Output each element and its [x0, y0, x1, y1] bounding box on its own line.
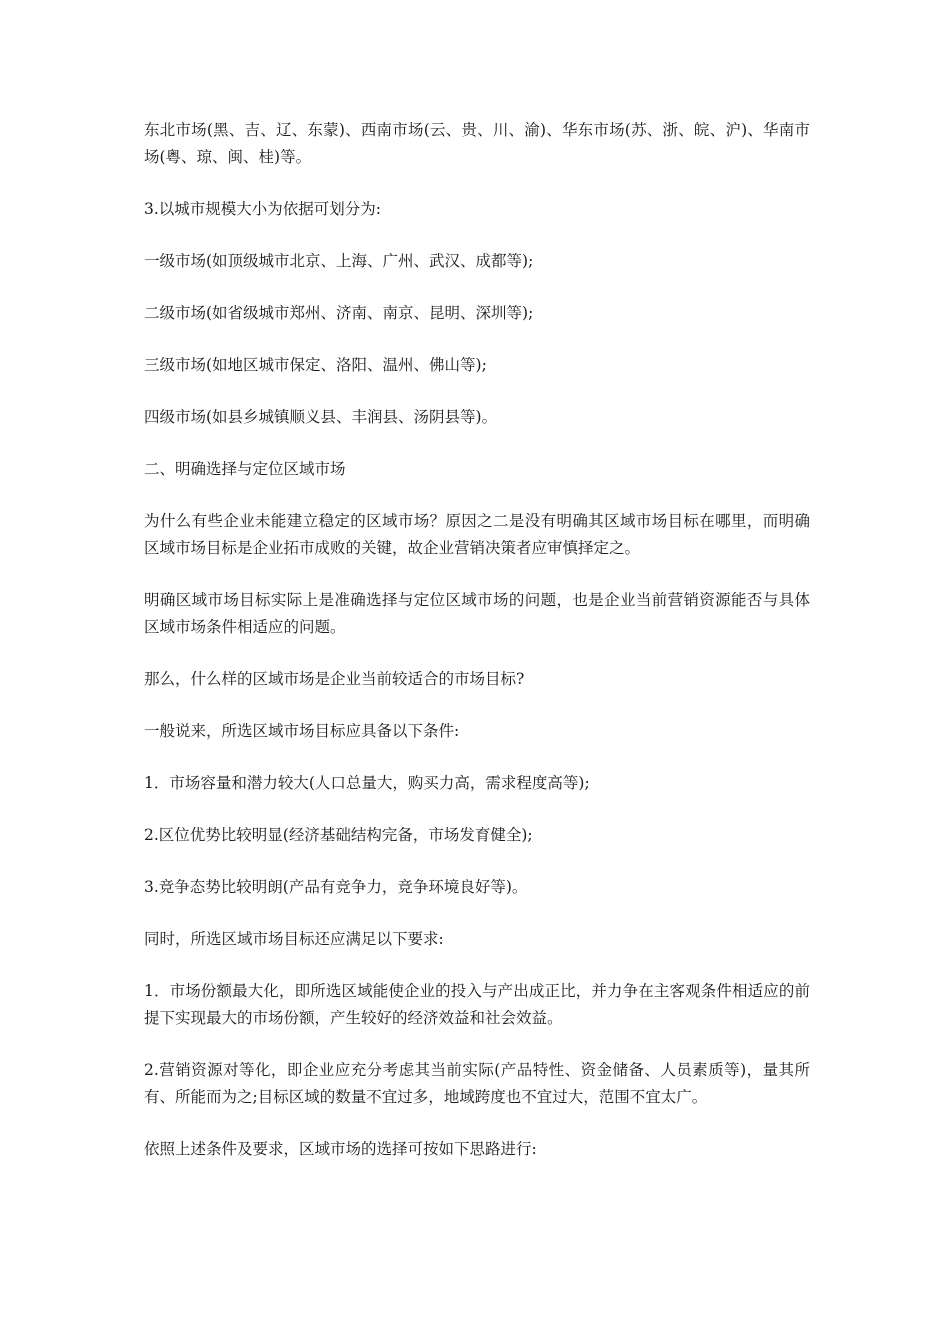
- paragraph-condition-2: 2.区位优势比较明显(经济基础结构完备，市场发育健全);: [144, 826, 533, 844]
- paragraph-tier-2: 二级市场(如省级城市郑州、济南、南京、昆明、深圳等);: [144, 304, 534, 322]
- paragraph-requirement-1: 1．市场份额最大化，即所选区域能使企业的投入与产出成正比，并力争在主客观条件相适应的前提下实现最大的市场份额，产生较好的经济效益和社会效益。: [144, 982, 810, 1027]
- section-heading-select-position: 二、明确选择与定位区域市场: [144, 460, 346, 478]
- document-page: [144, 117, 810, 1188]
- paragraph-condition-3: 3.竞争态势比较明朗(产品有竞争力，竞争环境良好等)。: [144, 878, 528, 896]
- paragraph-tier-1: 一级市场(如顶级城市北京、上海、广州、武汉、成都等);: [144, 252, 534, 270]
- paragraph-question: 那么，什么样的区域市场是企业当前较适合的市场目标?: [144, 670, 525, 688]
- paragraph-tier-3: 三级市场(如地区城市保定、洛阳、温州、佛山等);: [144, 356, 487, 374]
- paragraph-city-scale-heading: 3.以城市规模大小为依据可划分为:: [144, 200, 382, 218]
- paragraph-tier-4: 四级市场(如县乡城镇顺义县、丰润县、汤阴县等)。: [144, 408, 498, 426]
- paragraph-requirement-2: 2.营销资源对等化，即企业应充分考虑其当前实际(产品特性、资金储备、人员素质等)，量其所有、所能而为之;目标区域的数量不宜过多，地域跨度也不宜过大，范围不宜太广。: [144, 1061, 810, 1106]
- paragraph-regional-markets: 东北市场(黑、吉、辽、东蒙)、西南市场(云、贵、川、渝)、华东市场(苏、浙、皖、沪)、华南市场(粤、琼、闽、桂)等。: [144, 121, 810, 166]
- paragraph-conditions-intro: 一般说来，所选区域市场目标应具备以下条件:: [144, 722, 460, 740]
- paragraph-requirements-intro: 同时，所选区域市场目标还应满足以下要求:: [144, 930, 444, 948]
- paragraph-why-unstable: 为什么有些企业未能建立稳定的区域市场？原因之二是没有明确其区域市场目标在哪里，而明确区域市场目标是企业拓市成败的关键，故企业营销决策者应审慎择定之。: [144, 512, 810, 557]
- paragraph-selection-approach: 依照上述条件及要求，区域市场的选择可按如下思路进行:: [144, 1140, 537, 1158]
- paragraph-condition-1: 1．市场容量和潜力较大(人口总量大，购买力高，需求程度高等);: [144, 774, 590, 792]
- paragraph-target-definition: 明确区域市场目标实际上是准确选择与定位区域市场的问题，也是企业当前营销资源能否与具体区域市场条件相适应的问题。: [144, 591, 810, 636]
